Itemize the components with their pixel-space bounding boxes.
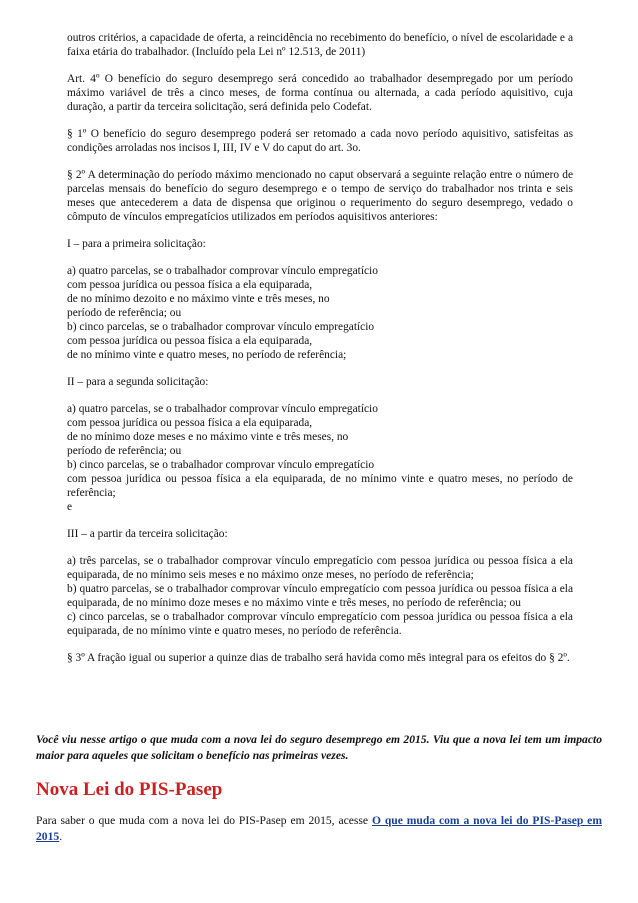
law-quote-block: [67, 31, 573, 665]
pis-pasep-link[interactable]: O que muda com a nova lei do PIS-Pasep em 2015: [36, 814, 602, 843]
list-item-c: c) cinco parcelas, se o trabalhador comprovar vínculo empregatício com pessoa jurídica ou pessoa física a ela equiparada, de no mínimo vinte e quatro meses, no período de referência.: [67, 611, 573, 637]
list-line: e: [67, 501, 73, 513]
list-line: período de referência; ou: [67, 445, 182, 457]
list-line: b) cinco parcelas, se o trabalhador comprovar vínculo empregatício: [67, 321, 375, 333]
list-item-b: b) quatro parcelas, se o trabalhador comprovar vínculo empregatício com pessoa jurídica ou pessoa física a ela equiparada, de no mínimo doze meses e no máximo vinte e três meses, no período de referência; ou: [67, 583, 573, 609]
paragraph-section-2: § 2º A determinação do período máximo mencionado no caput observará a seguinte relação entre o número de parcelas mensais do benefício do seguro desemprego e o tempo de serviço do trabalhador nos trinta e seis meses que antecederem a data de dispensa que originou o requerimento do seguro desemprego, vedado o cômputo de vínculos empregatícios utilizados em períodos aquisitivos anteriores:: [67, 169, 573, 223]
list-line: de no mínimo doze meses e no máximo vinte e três meses, no: [67, 431, 349, 443]
list-line: com pessoa jurídica ou pessoa física a ela equiparada,: [67, 279, 313, 291]
list-line: b) cinco parcelas, se o trabalhador comprovar vínculo empregatício: [67, 459, 375, 471]
list-line: período de referência; ou: [67, 307, 182, 319]
list-line: com pessoa jurídica ou pessoa física a ela equiparada,: [67, 417, 313, 429]
list-line: de no mínimo dezoito e no máximo vinte e três meses, no: [67, 293, 330, 305]
paragraph-criteria: outros critérios, a capacidade de oferta, a reincidência no recebimento do benefício, o nível de escolaridade e a faixa etária do trabalhador. (Incluído pela Lei nº 12.513, de 2011): [67, 32, 573, 58]
list-item-a: a) três parcelas, se o trabalhador comprovar vínculo empregatício com pessoa jurídica ou pessoa física a ela equiparada, de no mínimo seis meses e no máximo onze meses, no período de referência;: [67, 555, 573, 581]
list-line: a) quatro parcelas, se o trabalhador comprovar vínculo empregatício: [67, 265, 378, 277]
body-prefix: Para saber o que muda com a nova lei do PIS-Pasep em 2015, acesse: [36, 814, 372, 827]
subheading-second-request: II – para a segunda solicitação:: [67, 376, 209, 388]
paragraph-art-4: Art. 4º O benefício do seguro desemprego será concedido ao trabalhador desempregado por um período máximo variável de três a cinco meses, de forma contínua ou alternada, a cada período aquisitivo, cuja duração, a partir da terceira solicitação, será definida pelo Codefat.: [67, 73, 573, 113]
pis-pasep-paragraph: [36, 813, 602, 845]
section-heading: Nova Lei do PIS-Pasep: [36, 779, 223, 800]
paragraph-section-1: § 1º O benefício do seguro desemprego poderá ser retomado a cada novo período aquisitivo, satisfeitas as condições arroladas nos incisos I, III, IV e V do caput do art. 3o.: [67, 128, 573, 154]
subheading-first-request: I – para a primeira solicitação:: [67, 238, 206, 250]
body-suffix: .: [59, 830, 63, 843]
paragraph-section-3: § 3º A fração igual ou superior a quinze dias de trabalho será havida como mês integral para os efeitos do § 2º.: [67, 652, 570, 664]
list-line: com pessoa jurídica ou pessoa física a ela equiparada,: [67, 335, 313, 347]
list-line: de no mínimo vinte e quatro meses, no período de referência;: [67, 349, 347, 361]
summary-emphasis: Você viu nesse artigo o que muda com a nova lei do seguro desemprego em 2015. Viu que a nova lei tem um impacto maior para aqueles que solicitam o benefício nas primeiras vezes.: [36, 733, 602, 762]
article-main: [36, 732, 602, 845]
list-line: a) quatro parcelas, se o trabalhador comprovar vínculo empregatício: [67, 403, 378, 415]
list-line: com pessoa jurídica ou pessoa física a ela equiparada, de no mínimo vinte e quatro meses, no período de referência;: [67, 473, 573, 499]
subheading-third-request: III – a partir da terceira solicitação:: [67, 528, 228, 540]
